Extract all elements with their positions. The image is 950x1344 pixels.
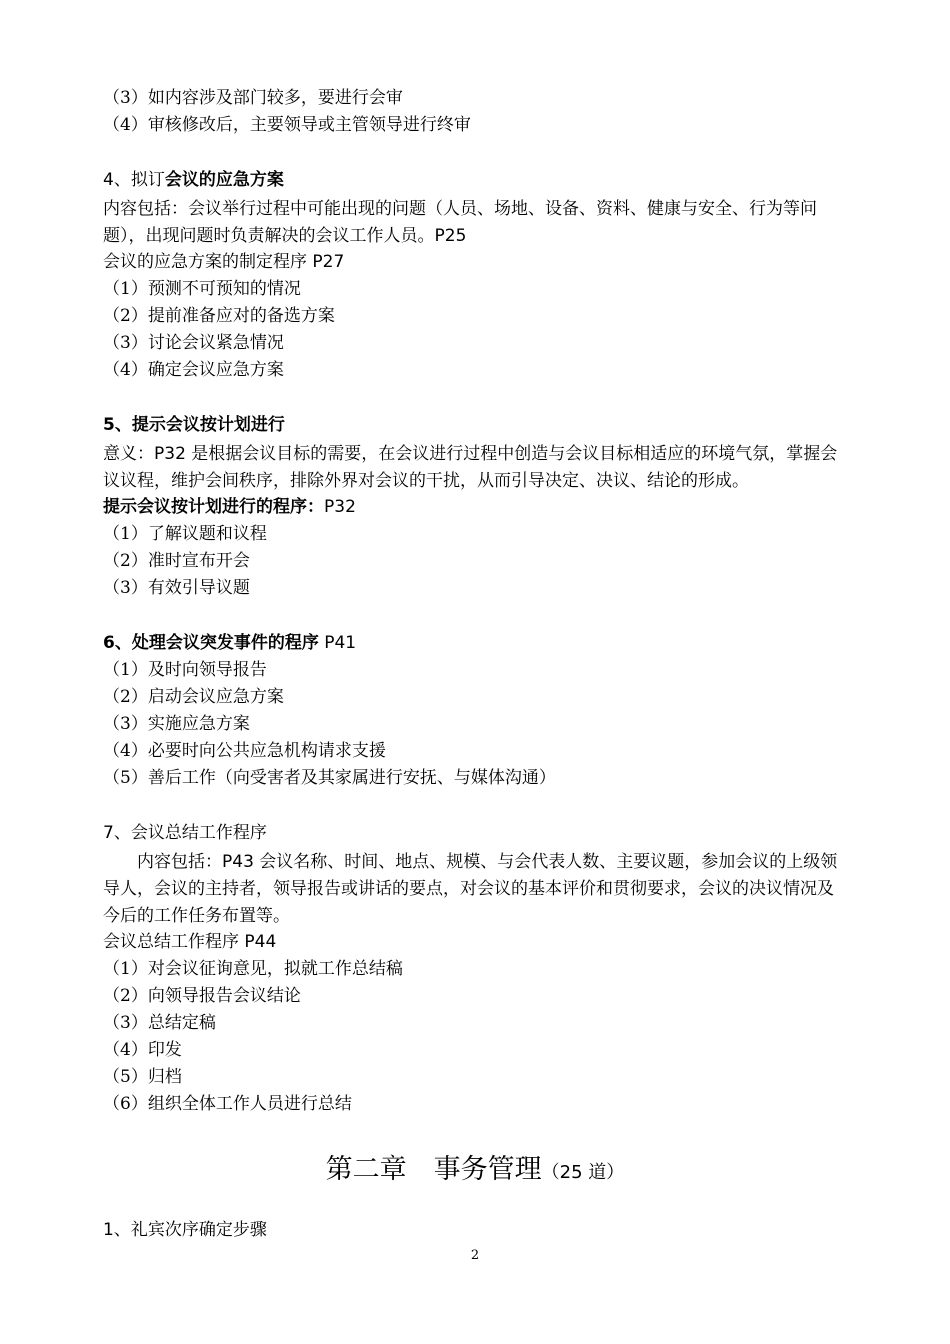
list-item: （3）有效引导议题 (103, 578, 250, 598)
chapter-title-text: 第二章 事务管理 (325, 1154, 542, 1185)
list-item: （3）实施应急方案 (103, 714, 250, 734)
list-item: （4）必要时向公共应急机构请求支援 (103, 741, 386, 761)
sub-heading: 会议总结工作程序 P44 (103, 932, 277, 952)
paragraph: 内容包括：会议举行过程中可能出现的问题（人员、场地、设备、资料、健康与安全、行为等问题），出现问题时负责解决的会议工作人员。P25 (103, 199, 817, 246)
heading-prefix: 4、拟订 (103, 170, 165, 190)
list-item: （2）启动会议应急方案 (103, 687, 284, 707)
list-item: （2）提前准备应对的备选方案 (103, 306, 335, 326)
list-item: （2）准时宣布开会 (103, 551, 250, 571)
sub-heading-bold: 提示会议按计划进行的程序： (103, 497, 324, 517)
list-item: （1）及时向领导报告 (103, 660, 267, 680)
list-item: （1）了解议题和议程 (103, 524, 267, 544)
list-item: （1）对会议征询意见，拟就工作总结稿 (103, 959, 403, 979)
page-number: 2 (470, 1248, 480, 1263)
sub-heading (103, 496, 850, 518)
list-item: （3）讨论会议紧急情况 (103, 333, 284, 353)
list-item: （4）审核修改后，主要领导或主管领导进行终审 (103, 115, 471, 135)
heading-bold: 会议的应急方案 (164, 170, 284, 190)
paragraph: 意义：P32 是根据会议目标的需要，在会议进行过程中创造与会议目标相适应的环境气氛，掌握会议议程，维护会间秩序，排除外界对会议的干扰，从而引导决定、决议、结论的形成。 (103, 444, 838, 491)
section-heading (103, 632, 850, 654)
list-item: （5）善后工作（向受害者及其家属进行安抚、与媒体沟通） (103, 768, 556, 788)
section-heading: 1、礼宾次序确定步骤 (103, 1220, 267, 1240)
page-ref: P41 (318, 633, 357, 653)
list-item: （4）印发 (103, 1040, 182, 1060)
paragraph: 内容包括：P43 会议名称、时间、地点、规模、与会代表人数、主要议题，参加会议的上级领导人，会议的主持者，领导报告或讲话的要点，对会议的基本评价和贯彻要求，会议的决议情况及今后的工作任务布置等。 (103, 852, 838, 926)
section-heading: 5、提示会议按计划进行 (103, 415, 285, 435)
chapter-title (0, 1152, 950, 1191)
list-item: （3）如内容涉及部门较多，要进行会审 (103, 88, 403, 108)
section-heading (103, 169, 850, 191)
page-ref: P32 (324, 497, 356, 517)
sub-heading: 会议的应急方案的制定程序 P27 (103, 252, 345, 272)
list-item: （4）确定会议应急方案 (103, 360, 284, 380)
list-item: （6）组织全体工作人员进行总结 (103, 1094, 352, 1114)
list-item: （2）向领导报告会议结论 (103, 986, 301, 1006)
list-item: （1）预测不可预知的情况 (103, 279, 301, 299)
heading-bold: 6、处理会议突发事件的程序 (103, 633, 319, 653)
list-item: （5）归档 (103, 1067, 182, 1087)
chapter-question-count: （25 道） (541, 1162, 625, 1183)
list-item: （3）总结定稿 (103, 1013, 216, 1033)
section-heading: 7、会议总结工作程序 (103, 823, 267, 843)
